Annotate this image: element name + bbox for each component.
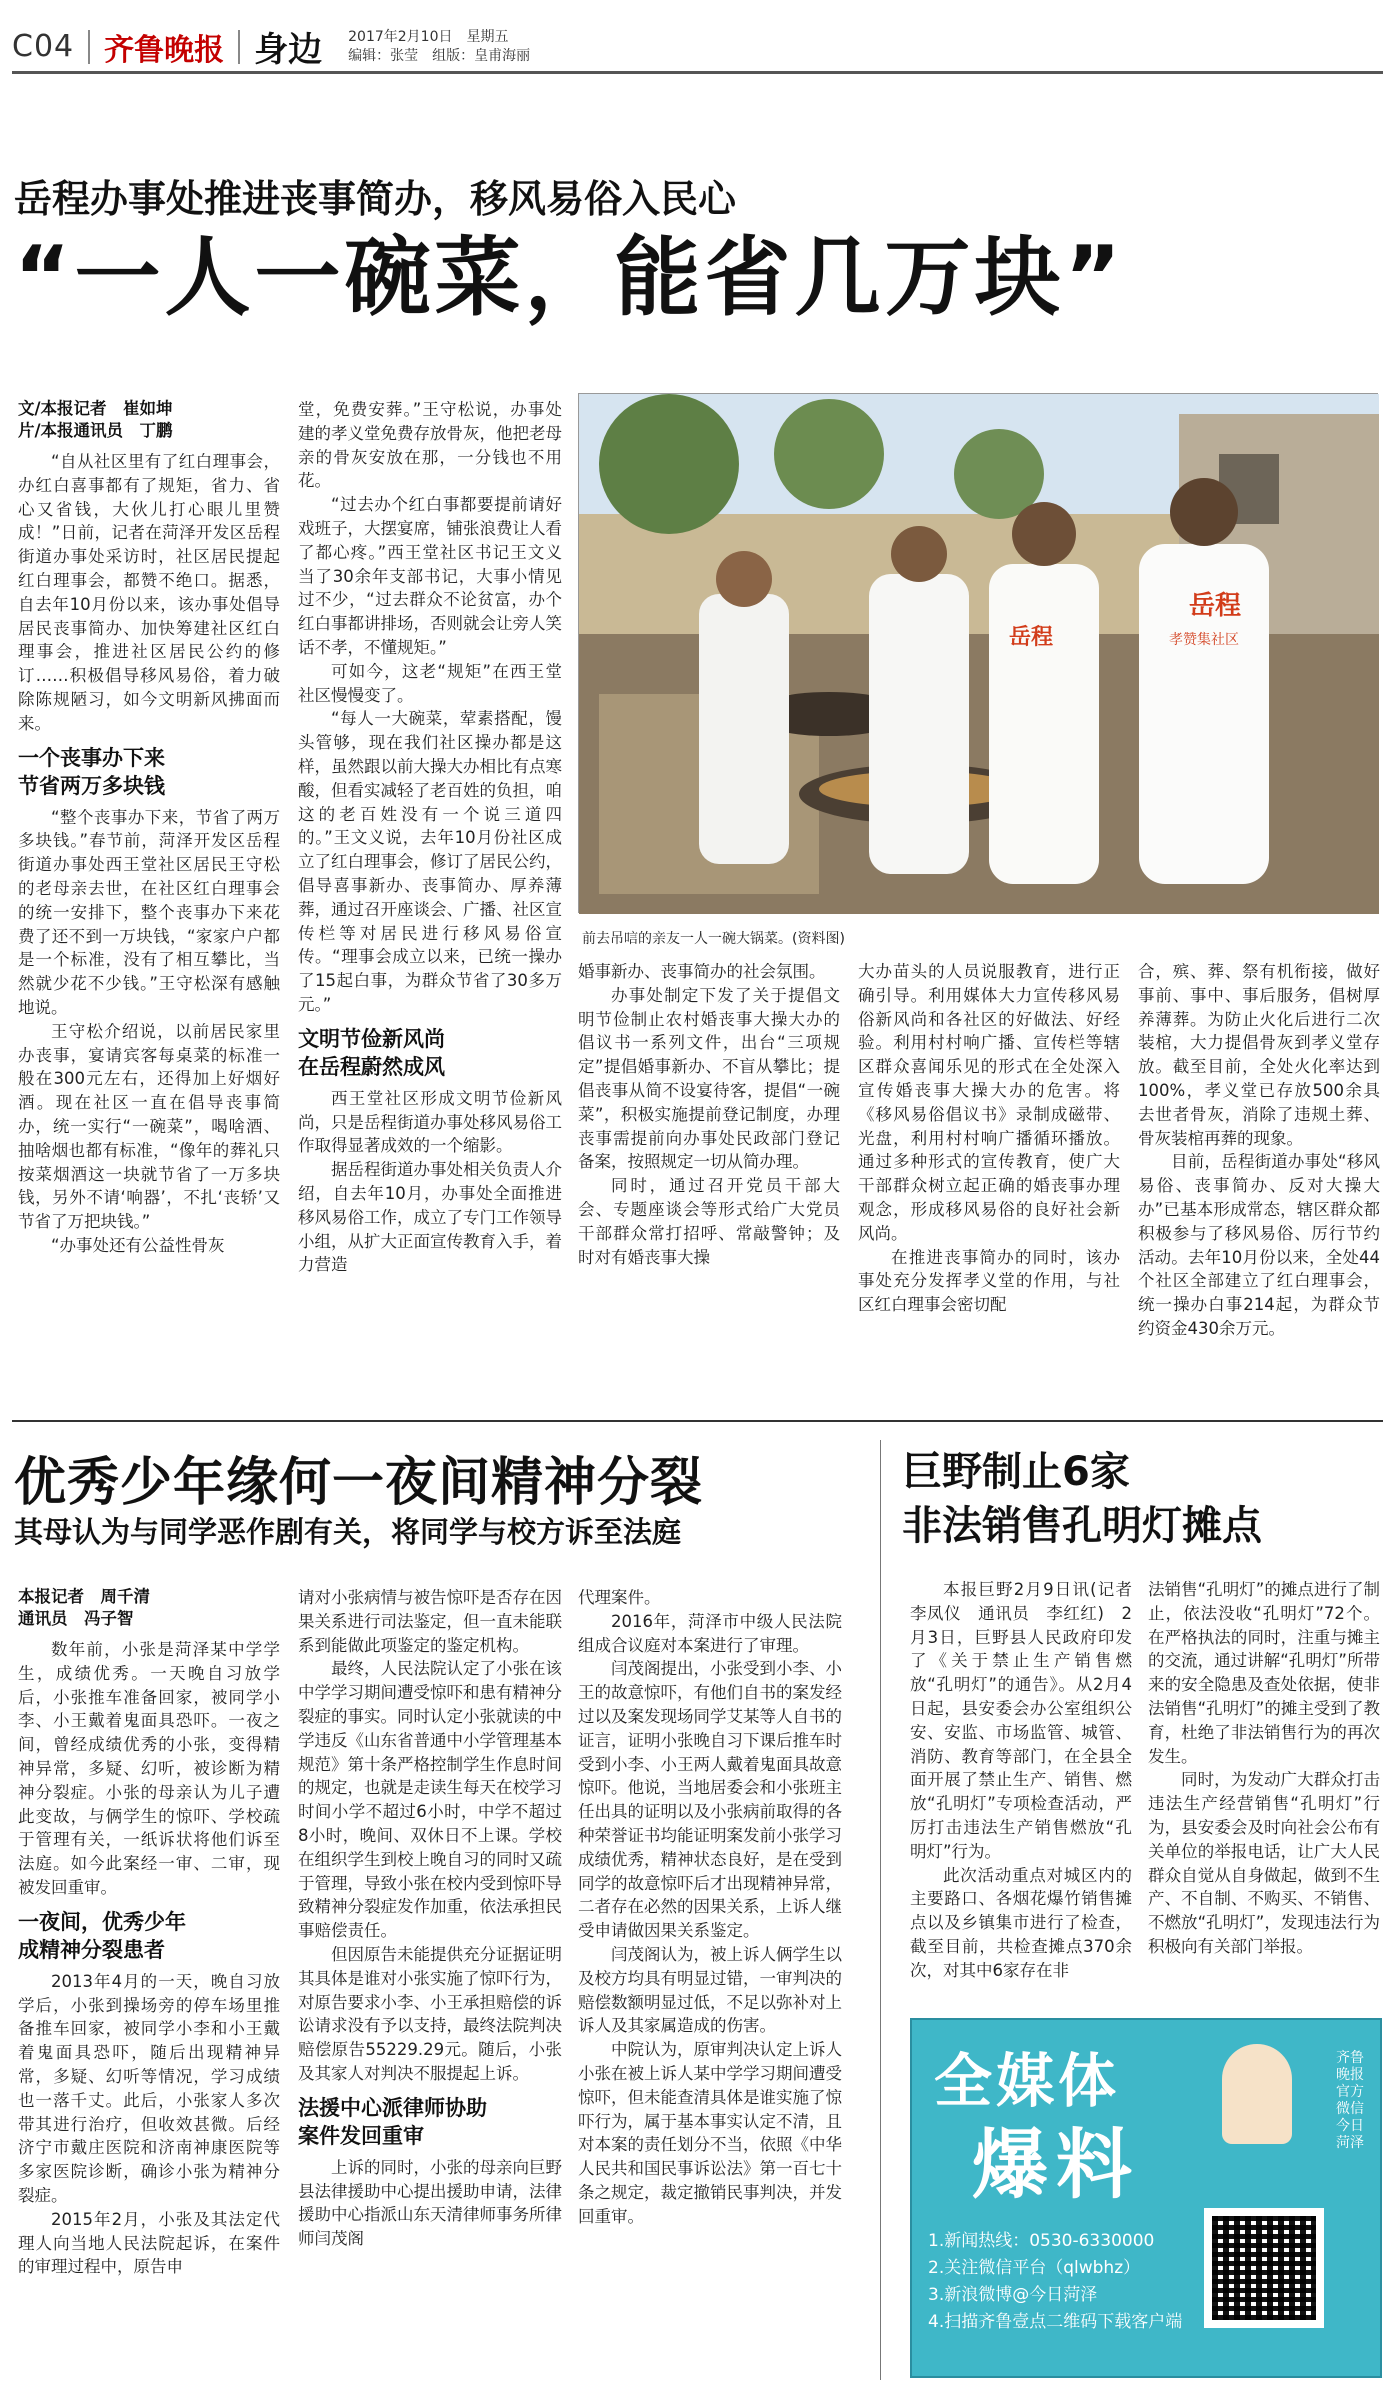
photo-illustration bbox=[579, 394, 1379, 914]
story3-column-1 bbox=[910, 1578, 1149, 2008]
paragraph: 可如今，这老“规矩”在西王堂社区慢慢变了。 bbox=[298, 661, 562, 705]
paragraph: 2016年，菏泽市中级人民法院组成合议庭对本案进行了审理。 bbox=[578, 1611, 842, 1655]
qr-code-icon[interactable] bbox=[1204, 2208, 1324, 2328]
paragraph: 上诉的同时，小张的母亲向巨野县法律援助中心提出援助申请，法律援助中心指派山东天清律师事务所律师闫茂阁 bbox=[298, 2157, 562, 2249]
section-divider bbox=[12, 1420, 1383, 1422]
ad-title-2: 爆料 bbox=[972, 2120, 1140, 2209]
story3-headline: 巨野制止6家 非法销售孔明灯摊点 bbox=[902, 1449, 1262, 1549]
paragraph: 闫茂阁认为，被上诉人俩学生以及校方均具有明显过错，一审判决的赔偿数额明显过低，不足以弥补对上诉人及其家属造成的伤害。 bbox=[578, 1944, 842, 2036]
paragraph: “办事处还有公益性骨灰 bbox=[51, 1235, 225, 1255]
byline: 文/本报记者 崔如坤 片/本报通讯员 丁鹏 bbox=[18, 399, 173, 440]
paragraph: 同时，通过召开党员干部大会、专题座谈会等形式给广大党员干部群众常打招呼、常敲警钟；及时对有婚丧事大操 bbox=[578, 1176, 840, 1267]
paragraph: 大办苗头的人员说服教育，进行正确引导。利用媒体大力宣传移风易俗新风尚和各社区的好做法、好经验。利用村村响广播、宣传栏等辖区群众喜闻乐见的形式在全处深入宣传婚丧事大操大办的危害。将《移风易俗倡议书》录制成磁带、光盘，利用村村响广播循环播放。通过多种形式的宣传教育，使广大干部群众树立起正确的婚丧事办理观念，形成移风易俗的良好社会新风尚。 bbox=[858, 962, 1120, 1243]
paragraph: 堂，免费安葬。”王守松说，办事处建的孝义堂免费存放骨灰，他把老母亲的骨灰安放在那，一分钱也不用花。 bbox=[298, 400, 562, 491]
paragraph: 但因原告未能提供充分证据证明其具体是谁对小张实施了惊吓行为，对原告要求小李、小王承担赔偿的诉讼请求没有予以支持，最终法院判决赔偿原告55229.29元。随后，小张及其家人对判决不服提起上诉。 bbox=[298, 1944, 562, 2083]
mascot-icon bbox=[1222, 2044, 1292, 2144]
paragraph: 最终，人民法院认定了小张在该中学学习期间遭受惊吓和患有精神分裂症的事实。同时认定小张就读的中学违反《山东省普通中小学管理基本规范》第十条严格控制学生作息时间的规定，也就是走读生每天在校学习时间小学不超过6小时，中学不超过8小时，晚间、双休日不上课。学校在组织学生到校上晚自习的同时又疏于管理，导致小张在校内受到惊吓导致精神分裂症发作加重，依法承担民事赔偿责任。 bbox=[298, 1659, 562, 1941]
paragraph: 西王堂社区形成文明节俭新风尚，只是岳程街道办事处移风易俗工作取得显著成效的一个缩影。 bbox=[298, 1088, 562, 1156]
story2-subhead: 其母认为与同学恶作剧有关，将同学与校方诉至法庭 bbox=[14, 1515, 682, 1549]
paragraph: “每人一大碗菜，荤素搭配，馒头管够，现在我们社区操办都是这样，虽然跟以前大操大办相比有点寒酸，但看实减轻了老百姓的负担，咱这的老百姓没有一个说三道四的。”王文义说，去年10月份社区成立了红白理事会，修订了居民公约，倡导喜事新办、丧事简办、厚养薄葬，通过召开座谈会、广播、社区宣传栏等对居民进行移风易俗宣传。“理事会成立以来，已统一操办了15起白事，为群众节省了30多万元。” bbox=[298, 709, 562, 1014]
story2-column-1 bbox=[18, 1586, 280, 2386]
paragraph: 办事处制定下发了关于提倡文明节俭制止农村婚丧事大操大办的倡议书一系列文件，出台“三项规定”提倡婚事新办、不盲从攀比；提倡丧事从简不设宴待客，提倡“一碗菜”，积极实施提前登记制度，办理丧事需提前向办事处民政部门登记备案，按照规定一切从简办理。 bbox=[578, 985, 840, 1172]
paragraph: 据岳程街道办事处相关负责人介绍，自去年10月，办事处全面推进移风易俗工作，成立了专门工作领导小组，从扩大正面宣传教育入手，着力营造 bbox=[298, 1160, 562, 1275]
paragraph: 请对小张病情与被告惊吓是否存在因果关系进行司法鉴定，但一直未能联系到能做此项鉴定的鉴定机构。 bbox=[298, 1588, 562, 1655]
news-photo bbox=[578, 393, 1378, 913]
paragraph: 代理案件。 bbox=[578, 1588, 661, 1607]
paragraph: 闫茂阁提出，小张受到小李、小王的故意惊吓，有他们自书的案发经过以及案发现场同学艾某等人自书的证言，证明小张晚自习下课后推车时受到小李、小王两人戴着鬼面具故意惊吓。他说，当地居委会和小张班主任出具的证明以及小张病前取得的各种荣誉证书均能证明案发前小张学习成绩优秀，精神状态良好，是在受到同学的故意惊吓后才出现精神异常，二者存在必然的因果关系，上诉人继受申请做因果关系鉴定。 bbox=[578, 1659, 842, 1941]
story2-subhead-2: 法援中心派律师协助 案件发回重审 bbox=[298, 2095, 487, 2148]
story1-subhead-2: 文明节俭新风尚 在岳程蔚然成风 bbox=[298, 1026, 445, 1079]
media-tipline-ad bbox=[910, 2018, 1382, 2378]
paragraph: “自从社区里有了红白理事会，办红白喜事都有了规矩，省力、省心又省钱，大伙儿打心眼儿里赞成！”日前，记者在菏泽开发区岳程街道办事处采访时，社区居民提起红白理事会，都赞不绝口。据悉，自去年10月份以来，该办事处倡导居民丧事简办、加快筹建社区红白理事会，推进社区居民公约的修订……积极倡导移风易俗，着力破除陈规陋习，如今文明新风拂面而来。 bbox=[18, 452, 280, 733]
photo-label-back-small: 孝赞集社区 bbox=[1169, 632, 1239, 648]
story1-column-4 bbox=[858, 960, 1120, 1408]
photo-label-back: 岳程 bbox=[1189, 591, 1242, 621]
story2-headline: 优秀少年缘何一夜间精神分裂 bbox=[14, 1453, 704, 1513]
ad-title-1: 全媒体 bbox=[934, 2047, 1121, 2115]
paragraph: 此次活动重点对城区内的主要路口、各烟花爆竹销售摊点以及乡镇集市进行了检查，截至目前，共检查摊点370余次，对其中6家存在非 bbox=[910, 1865, 1132, 1980]
paragraph: 合，殡、葬、祭有机衔接，做好事前、事中、事后服务，倡树厚养薄葬。为防止火化后进行二次装棺，大力提倡骨灰到孝义堂存放。截至目前，全处火化率达到100%，孝义堂已存放500余具去世者骨灰，消除了违规土葬、骨灰装棺再葬的现象。 bbox=[1138, 962, 1380, 1148]
paragraph: “过去办个红白事都要提前请好戏班子，大摆宴席，铺张浪费让人看了都心疼。”西王堂社区书记王文义当了30余年支部书记，大事小情见过不少，“过去群众不论贫富，办个红白事都讲排场，否则就会让旁人笑话不孝，不懂规矩。” bbox=[298, 495, 562, 657]
story2-subhead-1: 一夜间，优秀少年 成精神分裂患者 bbox=[18, 1909, 186, 1962]
story1-column-5 bbox=[1138, 960, 1380, 1408]
story1-kicker: 岳程办事处推进丧事简办，移风易俗入民心 bbox=[14, 177, 737, 221]
editor-credit: 编辑：张莹 组版：皇甫海丽 bbox=[348, 47, 531, 64]
page-number: C04 bbox=[12, 29, 75, 64]
story1-column-2 bbox=[298, 398, 562, 1408]
paragraph: 目前，岳程街道办事处“移风易俗、丧事简办、反对大操大办”已基本形成常态，辖区群众都积极参与了移风易俗、厉行节约活动。去年10月份以来，全处44个社区全部建立了红白理事会，统一操办白事214起，为群众节约资金430余万元。 bbox=[1138, 1152, 1380, 1338]
paragraph: 法销售“孔明灯”的摊点进行了制止，依法没收“孔明灯”72个。在严格执法的同时，注重与摊主的交流，通过讲解“孔明灯”所带来的安全隐患及查处依据，使非法销售“孔明灯”的摊主受到了教育，杜绝了非法销售行为的再次发生。 bbox=[1148, 1580, 1380, 1766]
photo-caption: 前去吊唁的亲友一人一碗大锅菜。(资料图) bbox=[582, 931, 845, 947]
paragraph: 王守松介绍说，以前居民家里办丧事，宴请宾客每桌菜的标准一般在300元左右，还得加上好烟好酒。现在社区一直在倡导丧事简办，统一实行“一碗菜”，喝啥酒、抽啥烟也都有标准，“像年的葬礼只按菜烟酒这一块就节省了一万多块钱，另外不请‘响器’，不扎‘丧轿’又节省了万把块钱。” bbox=[18, 1021, 280, 1232]
byline: 本报记者 周千清 通讯员 冯子智 bbox=[18, 1587, 150, 1628]
story2-column-3 bbox=[578, 1586, 842, 2386]
divider bbox=[88, 30, 90, 64]
story1-subhead-1: 一个丧事办下来 节省两万多块钱 bbox=[18, 745, 165, 798]
paragraph: 同时，为发动广大群众打击违法生产经营销售“孔明灯”行为，县安委会及时向社会公布有关单位的举报电话，让广大人民群众自觉从自身做起，做到不生产、不自制、不购买、不销售、不燃放“孔明灯”，发现违法行为积极向有关部门举报。 bbox=[1148, 1770, 1380, 1956]
divider bbox=[238, 30, 240, 64]
story3-column-2 bbox=[1148, 1578, 1380, 2008]
ad-contact-list: 1.新闻热线：0530-6330000 2.关注微信平台（qlwbhz） 3.新浪微博@今日菏泽 4.扫描齐鲁壹点二维码下载客户端 bbox=[928, 2231, 1183, 2332]
paper-logo: 齐鲁晚报 bbox=[104, 32, 225, 68]
paragraph: 2015年2月，小张及其法定代理人向当地人民法院起诉，在案件的审理过程中，原告申 bbox=[18, 2209, 280, 2277]
paragraph: 数年前，小张是菏泽某中学学生，成绩优秀。一天晚自习放学后，小张推车准备回家，被同学小李、小王戴着鬼面具恐吓。一夜之间，曾经成绩优秀的小张，变得精神异常，多疑、幻听，被诊断为精神分裂症。小张的母亲认为儿子遭此变故，与俩学生的惊吓、学校疏于管理有关，一纸诉状将他们诉至法庭。如今此案经一审、二审，现被发回重审。 bbox=[18, 1640, 280, 1897]
paragraph: 在推进丧事简办的同时，该办事处充分发挥孝义堂的作用，与社区红白理事会密切配 bbox=[858, 1247, 1120, 1315]
column-rule bbox=[880, 1440, 881, 2380]
masthead bbox=[12, 22, 1383, 74]
story1-headline: “一人一碗菜，能省几万块” bbox=[14, 228, 1126, 328]
paragraph: 婚事新办、丧事简办的社会氛围。 bbox=[578, 962, 826, 981]
paragraph: 本报巨野2月9日讯(记者 李凤仪 通讯员 李红红) 2月3日，巨野县人民政府印发了《关于禁止生产销售燃放“孔明灯”的通告》。从2月4日起，县安委会办公室组织公安、安监、市场监管、城管、消防、教育等部门，在全县全面开展了禁止生产、销售、燃放“孔明灯”专项检查活动，严厉打击违法生产销售燃放“孔明灯”行为。 bbox=[910, 1580, 1149, 1861]
photo-label-front: 岳程 bbox=[1009, 625, 1054, 650]
issue-date: 2017年2月10日 星期五 bbox=[348, 28, 509, 45]
story1-column-1 bbox=[18, 398, 280, 1408]
paragraph: 中院认为，原审判决认定上诉人小张在被上诉人某中学学习期间遭受惊吓，但未能查清具体是谁实施了惊吓行为，属于基本事实认定不清，且对本案的责任划分不当，依照《中华人民共和国民事诉讼法》第一百七十条之规定，裁定撤销民事判决，并发回重审。 bbox=[578, 2040, 842, 2226]
story2-column-2 bbox=[298, 1586, 562, 2386]
ad-side-label: 齐鲁晚报 官方微信 今日菏泽 bbox=[1336, 2050, 1364, 2151]
section-name: 身边 bbox=[254, 30, 323, 70]
paragraph: “整个丧事办下来，节省了两万多块钱。”春节前，菏泽开发区岳程街道办事处西王堂社区居民王守松的老母亲去世，在社区红白理事会的统一安排下，整个丧事办下来花费了还不到一万块钱，“家家户户都是一个标准，没有了相互攀比，当然就少花不少钱。”王守松深有感触地说。 bbox=[18, 807, 280, 1017]
paragraph: 2013年4月的一天，晚自习放学后，小张到操场旁的停车场里推备推车回家，被同学小李和小王戴着鬼面具恐吓，随后出现精神异常，多疑、幻听等情况，学习成绩也一落千丈。此后，小张家人多次带其进行治疗，但收效甚微。后经济宁市戴庄医院和济南神康医院等多家医院诊断，确诊小张为精神分裂症。 bbox=[18, 1971, 280, 2205]
story1-column-3 bbox=[578, 960, 840, 1408]
